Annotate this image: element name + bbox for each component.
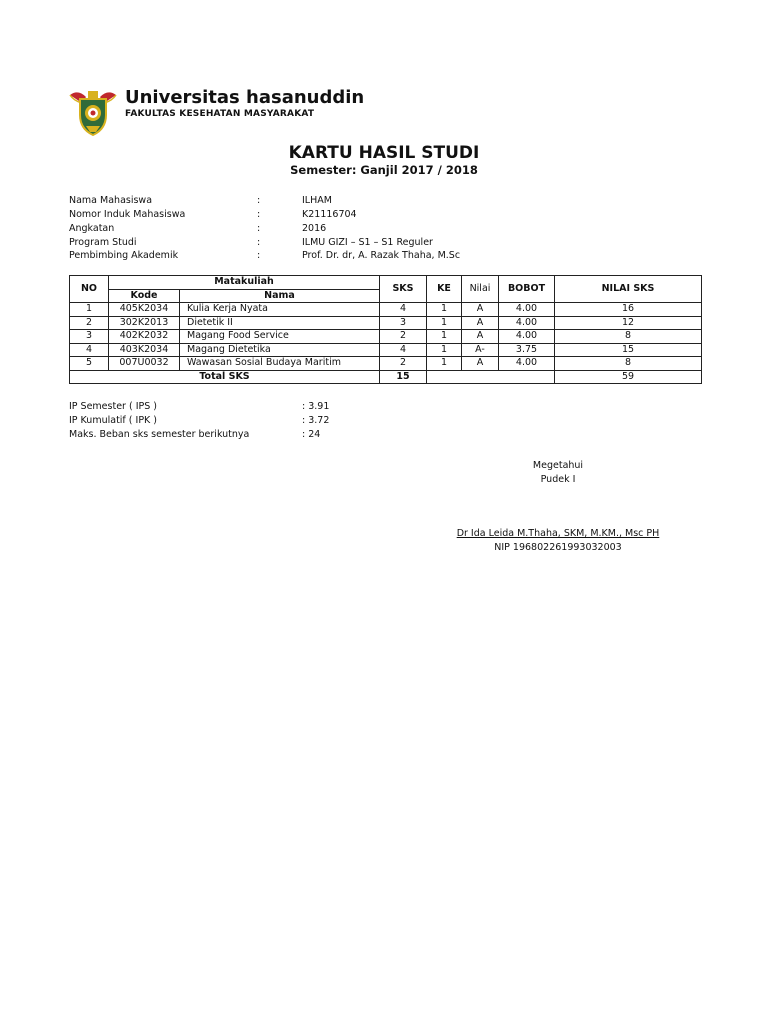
- student-name-label: Nama Mahasiswa: [69, 195, 153, 206]
- cohort-label: Angkatan: [69, 223, 115, 234]
- table-row: [70, 316, 702, 330]
- cell-kode: 405K2034: [109, 303, 180, 317]
- cell-bobot: 4.00: [499, 330, 555, 344]
- total-nilai-sks-value: 59: [555, 370, 702, 384]
- signer-name: Dr Ida Leida M.Thaha, SKM, M.KM., Msc PH: [456, 528, 660, 539]
- cell-kode: 403K2034: [109, 343, 180, 357]
- student-name-value: ILHAM: [302, 195, 332, 206]
- program-colon: :: [257, 237, 261, 248]
- cell-sks: 4: [380, 303, 427, 317]
- col-header-kode: Kode: [109, 289, 180, 303]
- max-load-label: Maks. Beban sks semester berikutnya: [69, 429, 250, 440]
- cell-sks: 3: [380, 316, 427, 330]
- university-name: Universitas hasanuddin: [125, 87, 365, 108]
- cell-nama: Wawasan Sosial Budaya Maritim: [180, 357, 380, 371]
- grades-table: [69, 275, 702, 384]
- total-sks-label: Total SKS: [70, 370, 380, 384]
- cell-nilai: A: [462, 330, 499, 344]
- ipk-value: : 3.72: [302, 415, 330, 426]
- advisor-label: Pembimbing Akademik: [69, 250, 179, 261]
- cell-no: 4: [70, 343, 109, 357]
- cell-nilai-sks: 8: [555, 330, 702, 344]
- table-row: [70, 357, 702, 371]
- signer-nip: NIP 196802261993032003: [494, 542, 622, 553]
- cell-bobot: 3.75: [499, 343, 555, 357]
- cell-sks: 4: [380, 343, 427, 357]
- table-row: [70, 303, 702, 317]
- cell-sks: 2: [380, 330, 427, 344]
- total-row: [70, 370, 702, 384]
- cell-nilai: A-: [462, 343, 499, 357]
- col-header-ke: KE: [427, 276, 462, 303]
- cell-no: 5: [70, 357, 109, 371]
- ipk-label: IP Kumulatif ( IPK ): [69, 415, 158, 426]
- max-load-value: : 24: [302, 429, 321, 440]
- cell-ke: 1: [427, 303, 462, 317]
- col-header-nama: Nama: [180, 289, 380, 303]
- col-header-bobot: BOBOT: [499, 276, 555, 303]
- cell-bobot: 4.00: [499, 357, 555, 371]
- cohort-value: 2016: [302, 223, 327, 234]
- cell-nilai-sks: 8: [555, 357, 702, 371]
- cell-nilai-sks: 12: [555, 316, 702, 330]
- total-sks-value: 15: [380, 370, 427, 384]
- ips-value: : 3.91: [302, 401, 330, 412]
- total-empty-cell: [427, 370, 555, 384]
- program-value: ILMU GIZI – S1 – S1 Reguler: [302, 237, 433, 248]
- cell-ke: 1: [427, 330, 462, 344]
- document-title: KARTU HASIL STUDI: [288, 143, 480, 163]
- acknowledged-label: Megetahui: [532, 460, 584, 471]
- student-id-label: Nomor Induk Mahasiswa: [69, 209, 186, 220]
- signer-title: Pudek I: [540, 474, 576, 485]
- col-header-nilai-sks: NILAI SKS: [555, 276, 702, 303]
- cell-nilai: A: [462, 303, 499, 317]
- header-row: [70, 276, 702, 290]
- col-header-matakuliah: Matakuliah: [109, 276, 380, 290]
- student-name-colon: :: [257, 195, 261, 206]
- cell-nama: Kulia Kerja Nyata: [180, 303, 380, 317]
- program-label: Program Studi: [69, 237, 137, 248]
- table-row: [70, 330, 702, 344]
- cell-nilai: A: [462, 357, 499, 371]
- cell-ke: 1: [427, 316, 462, 330]
- cell-bobot: 4.00: [499, 316, 555, 330]
- semester-label: Semester: Ganjil 2017 / 2018: [290, 163, 478, 177]
- cell-ke: 1: [427, 357, 462, 371]
- student-id-value: K21116704: [302, 209, 357, 220]
- col-header-nilai: Nilai: [462, 276, 499, 303]
- cell-no: 1: [70, 303, 109, 317]
- advisor-value: Prof. Dr. dr, A. Razak Thaha, M.Sc: [302, 250, 461, 261]
- cell-nilai-sks: 15: [555, 343, 702, 357]
- cell-ke: 1: [427, 343, 462, 357]
- cell-no: 3: [70, 330, 109, 344]
- cell-nama: Dietetik II: [180, 316, 380, 330]
- cell-nama: Magang Food Service: [180, 330, 380, 344]
- ips-label: IP Semester ( IPS ): [69, 401, 157, 412]
- cell-kode: 402K2032: [109, 330, 180, 344]
- cohort-colon: :: [257, 223, 261, 234]
- university-crest-logo: [68, 85, 118, 137]
- cell-nilai-sks: 16: [555, 303, 702, 317]
- advisor-colon: :: [257, 250, 261, 261]
- faculty-name: FAKULTAS KESEHATAN MASYARAKAT: [125, 109, 315, 119]
- cell-sks: 2: [380, 357, 427, 371]
- cell-nama: Magang Dietetika: [180, 343, 380, 357]
- student-id-colon: :: [257, 209, 261, 220]
- table-row: [70, 343, 702, 357]
- col-header-sks: SKS: [380, 276, 427, 303]
- cell-kode: 302K2013: [109, 316, 180, 330]
- cell-kode: 007U0032: [109, 357, 180, 371]
- cell-no: 2: [70, 316, 109, 330]
- col-header-no: NO: [70, 276, 109, 303]
- cell-bobot: 4.00: [499, 303, 555, 317]
- cell-nilai: A: [462, 316, 499, 330]
